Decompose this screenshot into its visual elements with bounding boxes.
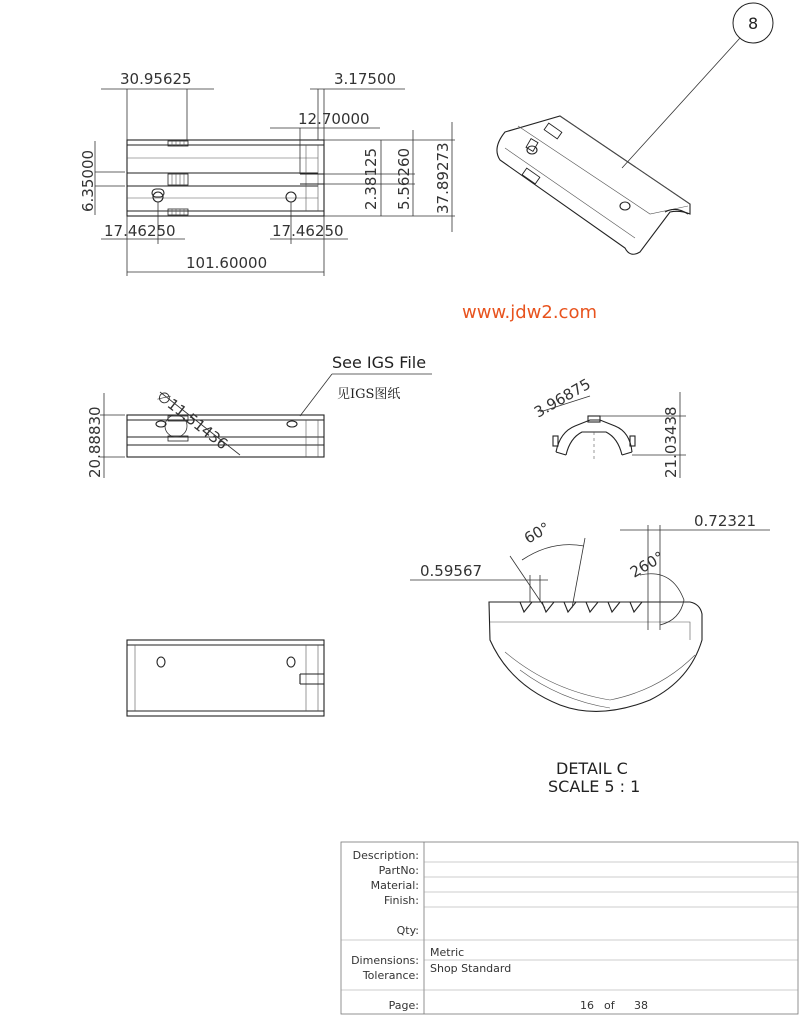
side-view xyxy=(86,353,432,478)
detail-scale: SCALE 5 : 1 xyxy=(548,777,641,796)
dim-6-35: 6.35000 xyxy=(79,149,97,212)
dim-0-59567: 0.59567 xyxy=(420,562,483,580)
dim-3-175: 3.17500 xyxy=(334,70,397,88)
isometric-view xyxy=(497,3,773,254)
bottom-view xyxy=(127,640,324,716)
dim-20-8883: 20.88830 xyxy=(86,406,104,478)
detail-title: DETAIL C xyxy=(556,759,628,778)
page-current: 16 xyxy=(580,999,594,1012)
see-igs-note: See IGS File xyxy=(332,353,427,372)
balloon-label: 8 xyxy=(748,14,759,33)
dim-17-4625-left: 17.46250 xyxy=(104,222,176,240)
dim-21-03438: 21.03438 xyxy=(662,406,680,478)
dim-17-4625-right: 17.46250 xyxy=(272,222,344,240)
dim-3-96875: 3.96875 xyxy=(531,374,594,422)
dim-12-7: 12.70000 xyxy=(298,110,370,128)
dim-37-89273: 37.89273 xyxy=(434,142,452,214)
value-dimensions: Metric xyxy=(430,946,465,959)
label-partno: PartNo: xyxy=(378,864,419,877)
serration-marks xyxy=(168,141,188,215)
detail-c xyxy=(410,512,770,796)
label-tolerance: Tolerance: xyxy=(362,969,419,982)
watermark: www.jdw2.com xyxy=(462,302,597,323)
label-material: Material: xyxy=(370,879,419,892)
dim-angle-60: 60° xyxy=(521,518,554,548)
dim-angle-260: 260° xyxy=(627,547,668,582)
dim-30-95625: 30.95625 xyxy=(120,70,192,88)
label-dimensions: Dimensions: xyxy=(351,954,419,967)
dim-0-72321: 0.72321 xyxy=(694,512,757,530)
label-page: Page: xyxy=(388,999,419,1012)
top-view xyxy=(79,70,455,276)
end-view xyxy=(531,375,686,478)
page-of: of xyxy=(604,999,615,1012)
page-total: 38 xyxy=(634,999,648,1012)
label-description: Description: xyxy=(352,849,419,862)
dim-5-5626: 5.56260 xyxy=(395,147,413,210)
label-finish: Finish: xyxy=(383,894,419,907)
title-block xyxy=(341,842,798,1014)
dim-2-38125: 2.38125 xyxy=(362,147,380,210)
value-tolerance: Shop Standard xyxy=(430,962,512,975)
dim-diameter: ∅11.51436 xyxy=(153,386,232,454)
see-igs-note-cn: 见IGS图纸 xyxy=(337,387,401,402)
dim-101-6: 101.60000 xyxy=(186,254,268,272)
label-qty: Qty: xyxy=(396,924,419,937)
